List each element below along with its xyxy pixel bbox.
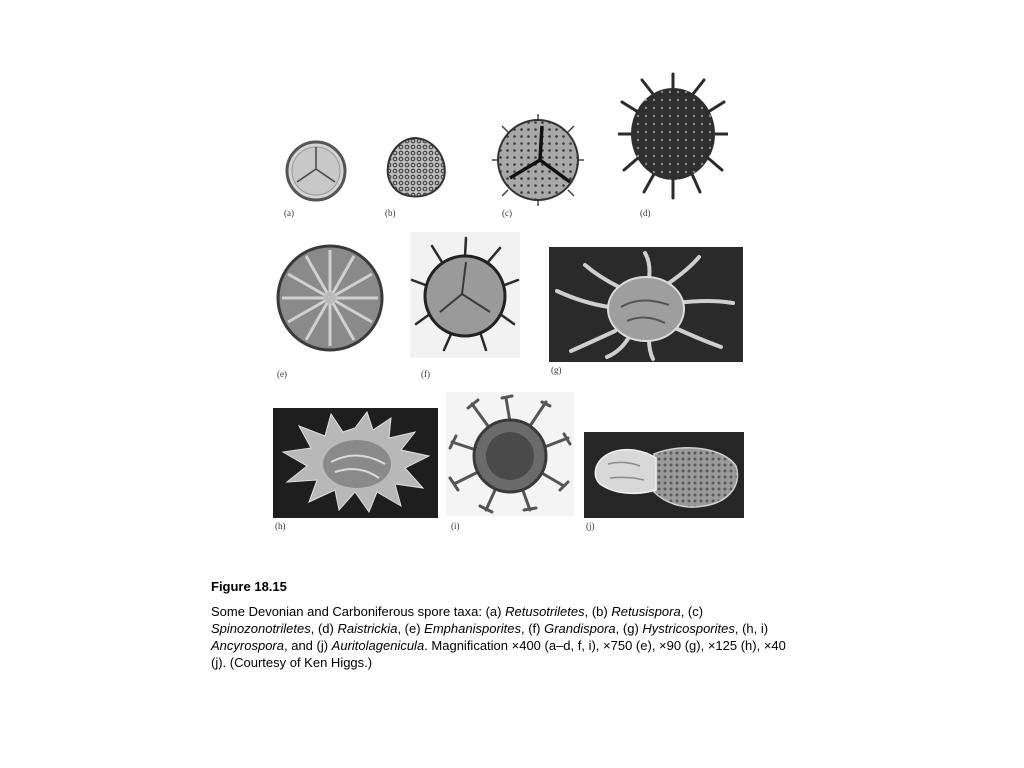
taxon-name: Retusotriletes (505, 604, 585, 619)
spore-image-d (618, 72, 728, 202)
taxon-name: Retusispora (611, 604, 681, 619)
taxon-name: Raistrickia (337, 621, 398, 636)
caption-segment: , (f) (521, 621, 545, 636)
panel-label-j: (j) (586, 521, 595, 531)
figure-caption-text (211, 603, 801, 671)
caption-segment: , (c) (680, 604, 704, 619)
panel-label-i: (i) (451, 521, 460, 531)
taxon-name: Auritolagenicula (331, 638, 425, 653)
taxon-name: Ancyrospora (211, 638, 284, 653)
figure-title: Figure 18.15 (211, 579, 287, 594)
spore-image-j (584, 432, 744, 518)
spore-image-h (273, 408, 438, 518)
caption-segment: . Magnification ×400 (a–d, f, i), ×750 (e), ×90 (g), ×125 (h), ×40 (j). (Courtesy of Ken Higgs.) (211, 638, 786, 670)
panel-label-f: (f) (421, 369, 430, 379)
spore-image-a (280, 135, 352, 207)
caption-segment: , (e) (397, 621, 425, 636)
taxon-name: Hystricosporites (642, 621, 735, 636)
caption-segment: , (h, i) (734, 621, 769, 636)
caption-segment: Some Devonian and Carboniferous spore taxa: (a) (211, 604, 506, 619)
taxon-name: Emphanisporites (424, 621, 521, 636)
panel-label-a: (a) (284, 208, 294, 218)
spore-image-b (380, 132, 452, 204)
caption-segment: , (d) (310, 621, 338, 636)
panel-label-g: (g) (551, 365, 562, 375)
caption-segment: , (g) (615, 621, 643, 636)
spore-image-i (446, 392, 574, 516)
caption-segment: , and (j) (283, 638, 332, 653)
spore-image-e (274, 242, 386, 354)
spore-image-g (549, 247, 743, 362)
taxon-name: Spinozonotriletes (211, 621, 311, 636)
spore-image-f (410, 232, 520, 358)
panel-label-c: (c) (502, 208, 512, 218)
figure-caption (211, 578, 801, 671)
panel-label-h: (h) (275, 521, 286, 531)
panel-label-d: (d) (640, 208, 651, 218)
panel-label-e: (e) (277, 369, 287, 379)
caption-segment: , (b) (584, 604, 612, 619)
taxon-name: Grandispora (544, 621, 616, 636)
panel-label-b: (b) (385, 208, 396, 218)
spore-image-c (490, 112, 586, 208)
